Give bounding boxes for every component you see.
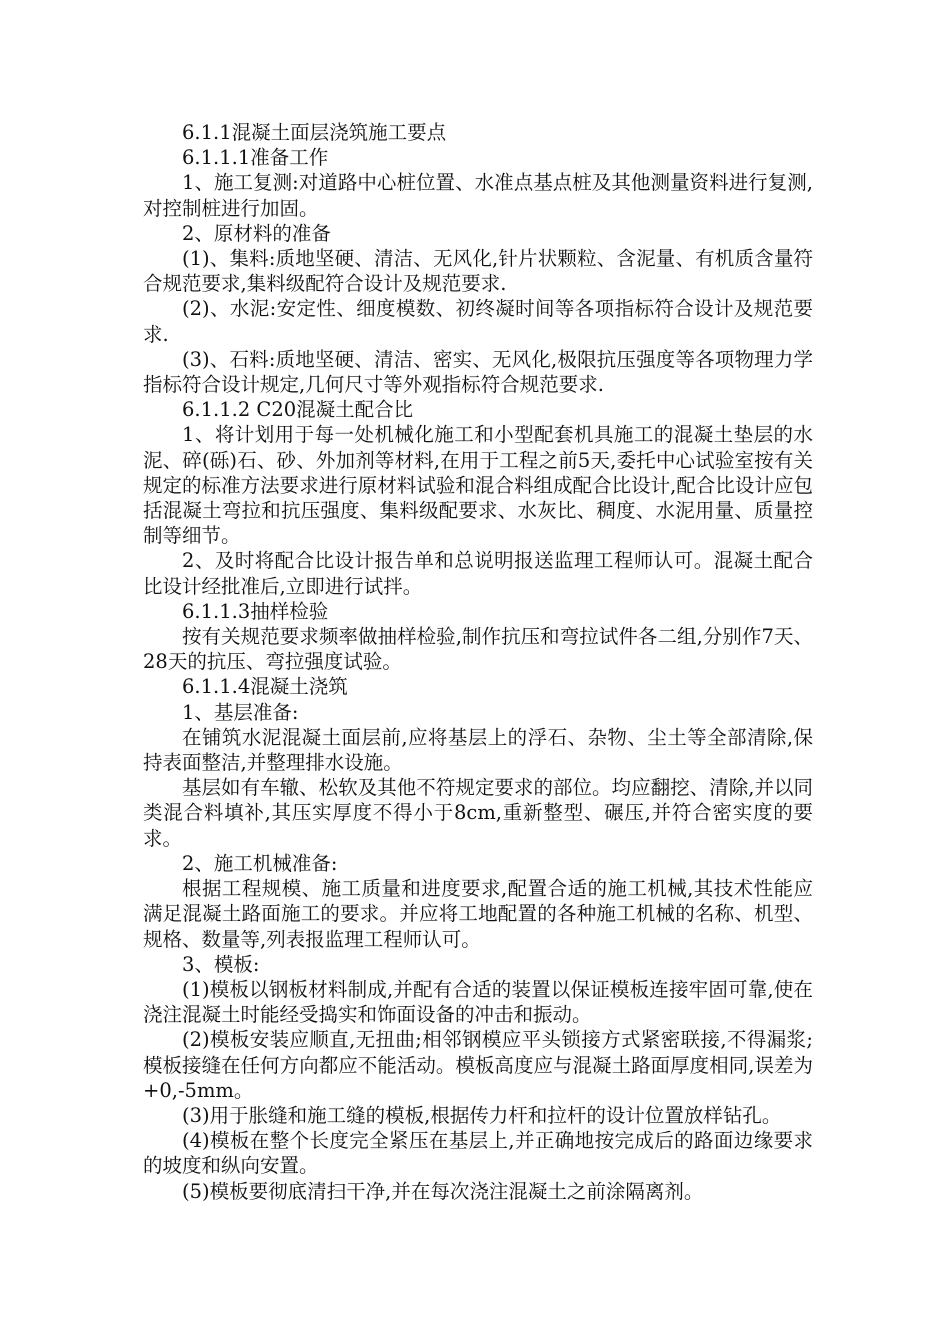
subsection-heading: 6.1.1.2 C20混凝土配合比 — [182, 398, 414, 422]
paragraph: 1、施工复测:对道路中心桩位置、水准点基点桩及其他测量资料进行复测,对控制桩进行加固。 — [143, 171, 813, 220]
paragraph: (1)模板以钢板材料制成,并配有合适的装置以保证模板连接牢固可靠,使在浇注混凝土时能经受捣实和饰面设备的冲击和振动。 — [143, 977, 813, 1027]
paragraph: 基层如有车辙、松软及其他不符规定要求的部位。均应翻挖、清除,并以同类混合料填补,其压实厚度不得小于8cm,重新整型、碾压,并符合密实度的要求。 — [143, 776, 813, 850]
subsection-heading: 6.1.1.3抽样检验 — [182, 599, 329, 623]
paragraph: (3)用于胀缝和施工缝的模板,根据传力杆和拉杆的设计位置放样钻孔。 — [182, 1103, 782, 1127]
paragraph: (2)、水泥:安定性、细度模数、初终凝时间等各项指标符合设计及规范要求. — [143, 297, 813, 346]
paragraph: 1、基层准备: — [182, 700, 299, 724]
paragraph: 2、施工机械准备: — [182, 851, 338, 875]
paragraph: (1)、集料:质地坚硬、清洁、无风化,针片状颗粒、含泥量、有机质含量符合规范要求,集料级配符合设计及规范要求. — [143, 247, 813, 296]
paragraph: (4)模板在整个长度完全紧压在基层上,并正确地按完成后的路面边缘要求的坡度和纵向安置。 — [143, 1129, 813, 1178]
paragraph: 2、原材料的准备 — [182, 221, 331, 245]
paragraph: (3)、石料:质地坚硬、清洁、密实、无风化,极限抗压强度等各项物理力学指标符合设计规定,几何尺寸等外观指标符合规范要求. — [143, 347, 813, 397]
section-heading: 6.1.1混凝土面层浇筑施工要点 — [182, 121, 447, 144]
paragraph: (5)模板要彻底清扫干净,并在每次浇注混凝土之前涂隔离剂。 — [182, 1179, 704, 1203]
paragraph: 在铺筑水泥混凝土面层前,应将基层上的浮石、杂物、尘土等全部清除,保持表面整洁,并整理排水设施。 — [143, 725, 813, 775]
paragraph: 3、模板: — [182, 952, 260, 976]
subsection-heading: 6.1.1.4混凝土浇筑 — [182, 675, 348, 699]
document-body — [143, 120, 813, 1204]
subsection-heading: 6.1.1.1准备工作 — [182, 146, 329, 170]
paragraph: 2、及时将配合比设计报告单和总说明报送监理工程师认可。混凝土配合比设计经批准后,立即进行试拌。 — [143, 549, 813, 598]
paragraph: 按有关规范要求频率做抽样检验,制作抗压和弯拉试件各二组,分别作7天、28天的抗压、弯拉强度试验。 — [143, 625, 813, 674]
paragraph: (2)模板安装应顺直,无扭曲;相邻钢模应平头锁接方式紧密联接,不得漏浆;模板接缝在任何方向都应不能活动。模板高度应与混凝土路面厚度相同,误差为+0,-5mm。 — [143, 1028, 813, 1102]
paragraph: 1、将计划用于每一处机械化施工和小型配套机具施工的混凝土垫层的水泥、碎(砾)石、砂、外加剂等材料,在用于工程之前5天,委托中心试验室按有关规定的标准方法要求进行原材料试验和混合料组成配合比设计,配合比设计应包括混凝土弯拉和抗压强度、集料级配要求、水灰比、稠度、水泥用量、质量控制等细节。 — [143, 423, 813, 548]
paragraph: 根据工程规模、施工质量和进度要求,配置合适的施工机械,其技术性能应满足混凝土路面施工的要求。并应将工地配置的各种施工机械的名称、机型、规格、数量等,列表报监理工程师认可。 — [143, 877, 813, 951]
